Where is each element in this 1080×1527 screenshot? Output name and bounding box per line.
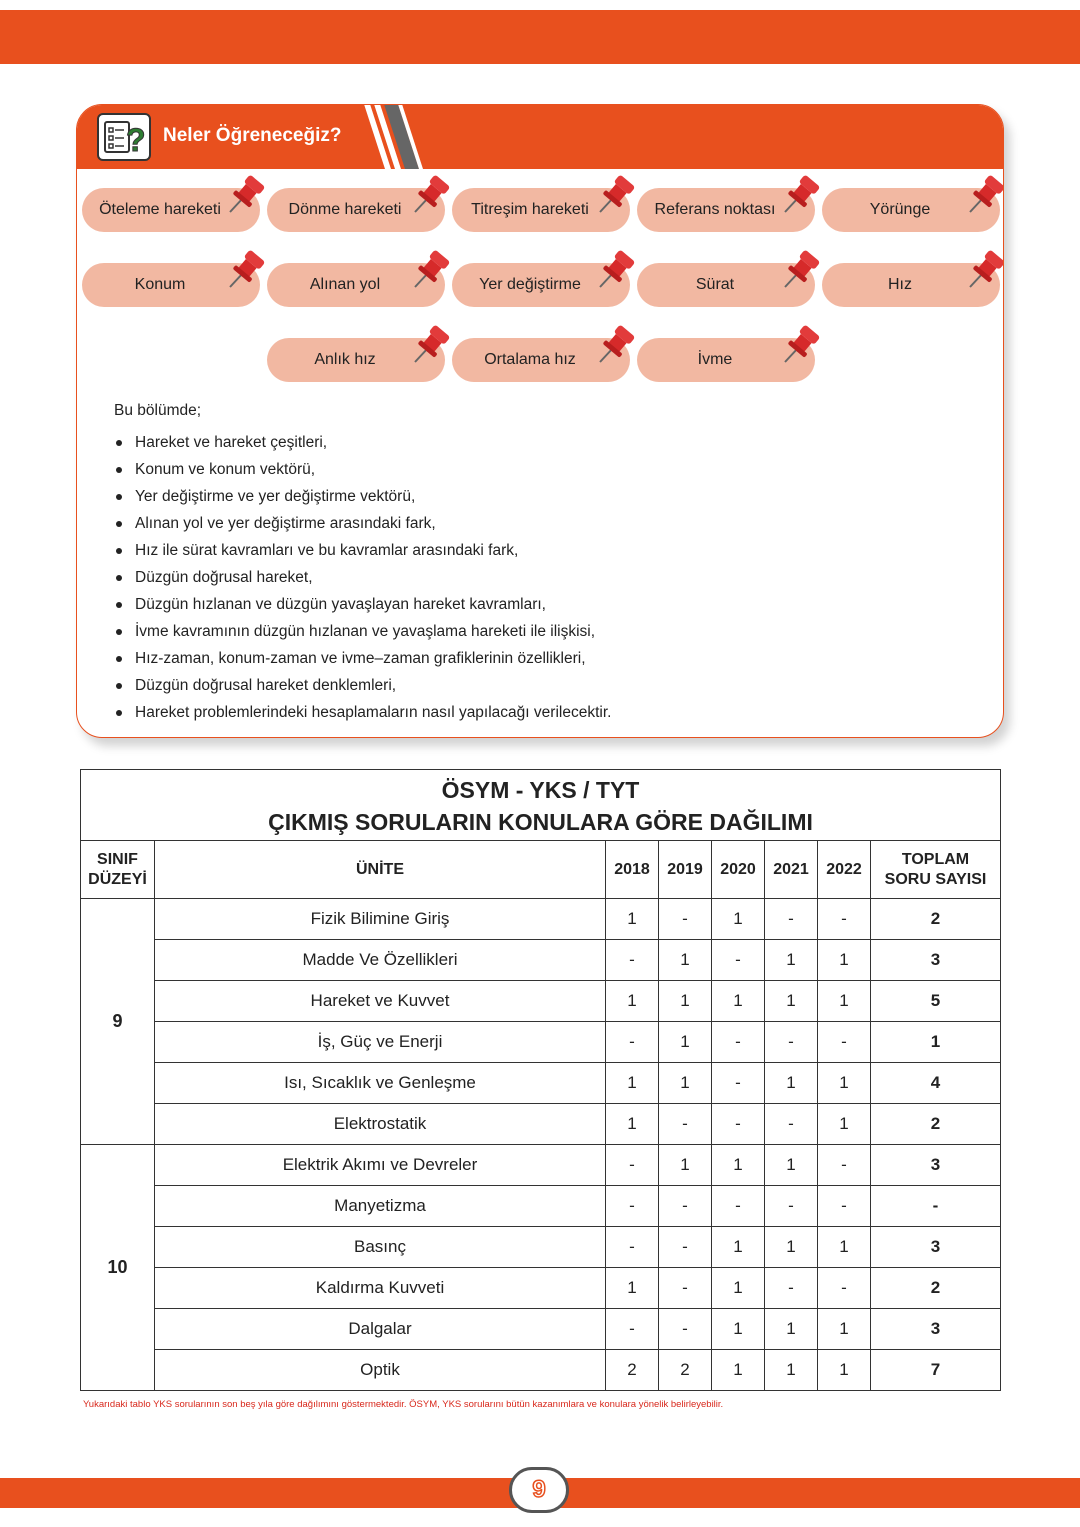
year-count-cell: 1 [712, 1350, 765, 1391]
topic-chip [637, 338, 815, 382]
year-count-cell: 1 [818, 1227, 871, 1268]
topic-chip [452, 263, 630, 307]
list-item: Hız ile sürat kavramları ve bu kavramlar arasındaki fark, [114, 537, 611, 564]
year-count-cell: - [606, 1227, 659, 1268]
pushpin-icon [596, 324, 636, 366]
year-count-cell: - [606, 1309, 659, 1350]
year-count-cell: 1 [712, 899, 765, 940]
list-item: İvme kavramının düzgün hızlanan ve yavaşlama hareketi ile ilişkisi, [114, 618, 611, 645]
list-item: Düzgün hızlanan ve düzgün yavaşlayan hareket kavramları, [114, 591, 611, 618]
year-count-cell: 1 [659, 1145, 712, 1186]
col-header-grade [81, 841, 155, 899]
total-cell: - [871, 1186, 1001, 1227]
year-count-cell: 1 [659, 940, 712, 981]
year-count-cell: 1 [765, 1350, 818, 1391]
total-cell: 2 [871, 1268, 1001, 1309]
year-count-cell: - [659, 1309, 712, 1350]
year-count-cell: - [659, 1186, 712, 1227]
table-row [81, 1227, 1001, 1268]
unit-cell: Fizik Bilimine Giriş [155, 899, 606, 940]
year-count-cell: 1 [818, 1350, 871, 1391]
unit-cell: Optik [155, 1350, 606, 1391]
topic-chip [637, 188, 815, 232]
year-count-cell: 2 [659, 1350, 712, 1391]
list-item: Yer değiştirme ve yer değiştirme vektörü, [114, 483, 611, 510]
col-header-total-line1: TOPLAM [901, 850, 970, 868]
year-count-cell: - [712, 940, 765, 981]
learning-objectives-card [76, 104, 1004, 738]
pushpin-icon [596, 174, 636, 216]
year-count-cell: - [606, 940, 659, 981]
year-count-cell: - [606, 1022, 659, 1063]
table-row [81, 1104, 1001, 1145]
year-count-cell: 1 [818, 940, 871, 981]
year-count-cell: 1 [765, 1227, 818, 1268]
year-count-cell: - [818, 1186, 871, 1227]
card-title: Neler Öğreneceğiz? [163, 125, 342, 146]
list-item: Düzgün doğrusal hareket denklemleri, [114, 672, 611, 699]
table-row [81, 1022, 1001, 1063]
unit-cell: Hareket ve Kuvvet [155, 981, 606, 1022]
card-header [77, 105, 1003, 169]
total-cell: 3 [871, 1145, 1001, 1186]
year-count-cell: 1 [818, 1104, 871, 1145]
year-count-cell: 1 [765, 981, 818, 1022]
chip-label: Sürat [695, 276, 735, 293]
total-cell: 5 [871, 981, 1001, 1022]
checklist-question-icon [97, 113, 151, 161]
total-cell: 2 [871, 899, 1001, 940]
unit-cell: Dalgalar [155, 1309, 606, 1350]
year-count-cell: - [765, 1268, 818, 1309]
table-body [81, 899, 1001, 1391]
chip-label: Hız [888, 276, 912, 293]
topic-chip [452, 338, 630, 382]
list-item: Hareket ve hareket çeşitleri, [114, 429, 611, 456]
decorative-stripes [357, 104, 427, 171]
total-cell: 1 [871, 1022, 1001, 1063]
pushpin-icon [781, 249, 821, 291]
table-row [81, 1186, 1001, 1227]
year-count-cell: - [712, 1063, 765, 1104]
chip-label: Anlık hız [314, 351, 376, 368]
unit-cell: Elektrostatik [155, 1104, 606, 1145]
table-row [81, 1309, 1001, 1350]
pushpin-icon [966, 249, 1004, 291]
topic-chip [267, 338, 445, 382]
table-row [81, 1063, 1001, 1104]
table-footnote: Yukarıdaki tablo YKS sorularının son beş yıla göre dağılımını göstermektedir. ÖSYM, YKS sorularını bütün kazanımlara ve konulara yönelik belirleyebilir. [83, 1399, 724, 1410]
year-count-cell: - [712, 1104, 765, 1145]
year-count-cell: - [659, 1268, 712, 1309]
year-count-cell: 1 [712, 981, 765, 1022]
objectives-list [114, 429, 611, 726]
col-header-year: 2019 [659, 841, 712, 899]
col-header-year: 2021 [765, 841, 818, 899]
pushpin-icon [226, 249, 266, 291]
year-count-cell: 1 [765, 1063, 818, 1104]
pushpin-icon [781, 174, 821, 216]
year-count-cell: - [818, 1022, 871, 1063]
unit-cell: Isı, Sıcaklık ve Genleşme [155, 1063, 606, 1104]
chip-label: Konum [134, 276, 186, 293]
year-count-cell: 1 [818, 1063, 871, 1104]
topic-chip [637, 263, 815, 307]
list-item: Düzgün doğrusal hareket, [114, 564, 611, 591]
unit-cell: Madde Ve Özellikleri [155, 940, 606, 981]
list-item: Hareket problemlerindeki hesaplamaların nasıl yapılacağı verilecektir. [114, 699, 611, 726]
year-count-cell: 1 [712, 1268, 765, 1309]
year-count-cell: 1 [765, 1309, 818, 1350]
page-number: 9 [509, 1467, 569, 1513]
year-count-cell: 1 [606, 981, 659, 1022]
year-count-cell: 1 [606, 1268, 659, 1309]
year-count-cell: - [606, 1186, 659, 1227]
col-header-grade-line2: DÜZEYİ [88, 870, 147, 888]
topic-chip [267, 263, 445, 307]
pushpin-icon [411, 249, 451, 291]
table-row [81, 940, 1001, 981]
table-title [81, 770, 1001, 841]
total-cell: 3 [871, 1227, 1001, 1268]
intro-text: Bu bölümde; [114, 402, 202, 419]
pushpin-icon [596, 249, 636, 291]
pushpin-icon [411, 174, 451, 216]
year-count-cell: 1 [818, 1309, 871, 1350]
chip-label: Alınan yol [309, 276, 381, 293]
list-item: Alınan yol ve yer değiştirme arasındaki fark, [114, 510, 611, 537]
year-count-cell: - [818, 1145, 871, 1186]
chip-label: Yörünge [869, 201, 931, 218]
svg-text:?: ? [126, 122, 146, 157]
year-count-cell: - [606, 1145, 659, 1186]
col-header-year: 2020 [712, 841, 765, 899]
unit-cell: Elektrik Akımı ve Devreler [155, 1145, 606, 1186]
year-count-cell: - [659, 1227, 712, 1268]
table-row [81, 981, 1001, 1022]
chip-label: Dönme hareketi [288, 201, 402, 218]
year-count-cell: 1 [712, 1145, 765, 1186]
chip-label: Referans noktası [654, 201, 776, 218]
year-count-cell: - [712, 1022, 765, 1063]
total-cell: 4 [871, 1063, 1001, 1104]
col-header-year: 2018 [606, 841, 659, 899]
year-count-cell: 2 [606, 1350, 659, 1391]
pushpin-icon [966, 174, 1004, 216]
list-item: Konum ve konum vektörü, [114, 456, 611, 483]
year-count-cell: - [765, 899, 818, 940]
pushpin-icon [411, 324, 451, 366]
year-count-cell: 1 [818, 981, 871, 1022]
year-count-cell: - [818, 899, 871, 940]
unit-cell: Manyetizma [155, 1186, 606, 1227]
questions-distribution-table [80, 769, 1000, 1391]
topic-chip [452, 188, 630, 232]
total-cell: 2 [871, 1104, 1001, 1145]
chip-label: Yer değiştirme [479, 276, 581, 293]
chip-label: Titreşim hareketi [471, 201, 589, 218]
list-item: Hız-zaman, konum-zaman ve ivme–zaman grafiklerinin özellikleri, [114, 645, 611, 672]
table-row [81, 1350, 1001, 1391]
year-count-cell: 1 [606, 1063, 659, 1104]
year-count-cell: - [818, 1268, 871, 1309]
table-row [81, 1268, 1001, 1309]
chip-label: Öteleme hareketi [99, 201, 221, 218]
topic-chip [822, 263, 1000, 307]
topic-chip [82, 263, 260, 307]
year-count-cell: - [659, 899, 712, 940]
unit-cell: Basınç [155, 1227, 606, 1268]
year-count-cell: 1 [659, 1063, 712, 1104]
year-count-cell: - [659, 1104, 712, 1145]
chip-label: İvme [697, 351, 733, 368]
year-count-cell: 1 [606, 899, 659, 940]
year-count-cell: 1 [712, 1309, 765, 1350]
year-count-cell: 1 [765, 1145, 818, 1186]
col-header-total [871, 841, 1001, 899]
year-count-cell: 1 [765, 940, 818, 981]
total-cell: 3 [871, 940, 1001, 981]
year-count-cell: 1 [712, 1227, 765, 1268]
year-count-cell: - [712, 1186, 765, 1227]
col-header-grade-line1: SINIF [97, 850, 138, 868]
grade-level-cell: 10 [81, 1145, 155, 1391]
table-row [81, 899, 1001, 940]
year-count-cell: - [765, 1104, 818, 1145]
year-count-cell: - [765, 1186, 818, 1227]
col-header-year: 2022 [818, 841, 871, 899]
year-count-cell: 1 [606, 1104, 659, 1145]
pushpin-icon [226, 174, 266, 216]
total-cell: 3 [871, 1309, 1001, 1350]
pushpin-icon [781, 324, 821, 366]
year-count-cell: 1 [659, 981, 712, 1022]
topic-chip [82, 188, 260, 232]
year-count-cell: - [765, 1022, 818, 1063]
topic-chip [267, 188, 445, 232]
table-title-line1: ÖSYM - YKS / TYT [441, 777, 640, 803]
col-header-unit: ÜNİTE [155, 841, 606, 899]
chip-label: Ortalama hız [484, 351, 576, 368]
topic-chip [822, 188, 1000, 232]
unit-cell: Kaldırma Kuvveti [155, 1268, 606, 1309]
total-cell: 7 [871, 1350, 1001, 1391]
col-header-total-line2: SORU SAYISI [884, 870, 987, 888]
table-title-line2: ÇIKMIŞ SORULARIN KONULARA GÖRE DAĞILIMI [268, 809, 813, 835]
table-row [81, 1145, 1001, 1186]
unit-cell: İş, Güç ve Enerji [155, 1022, 606, 1063]
top-banner [0, 10, 1080, 64]
year-count-cell: 1 [659, 1022, 712, 1063]
grade-level-cell: 9 [81, 899, 155, 1145]
